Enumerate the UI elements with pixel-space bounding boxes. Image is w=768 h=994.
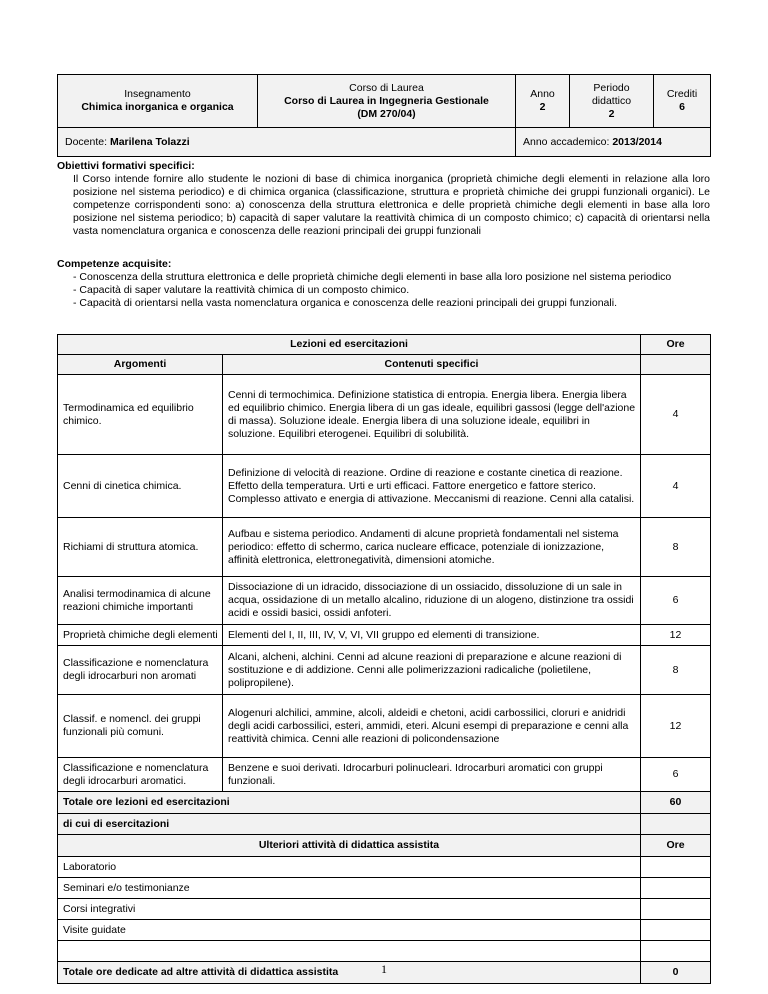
ulteriori-ore-cell: [641, 878, 711, 899]
col-argomenti-header: Argomenti: [58, 355, 223, 375]
ulteriori-ore-cell: [641, 899, 711, 920]
argomento-cell: Classif. e nomencl. dei gruppi funzionali più comuni.: [58, 695, 223, 758]
obiettivi-title: Obiettivi formativi specifici:: [57, 160, 195, 172]
competenze-item: - Capacità di orientarsi nella vasta nomenclatura organica e conoscenza delle reazioni principali dei gruppi funzionali.: [73, 297, 617, 309]
argomento-cell: Richiami di struttura atomica.: [58, 518, 223, 577]
ulteriori-item: Corsi integrativi: [58, 899, 641, 920]
table-row: [58, 577, 711, 625]
table-row: [58, 625, 711, 646]
corso-dm: (DM 270/04): [357, 107, 416, 120]
contenuti-cell: Cenni di termochimica. Definizione statistica di entropia. Energia libera. Energia libera ed equilibrio chimico. Energia libera di un gas ideale, equilibri gassosi (legge dell'azione di massa). Soluzione ideale. Energia libera di una soluzione ideale, equilibri in soluzione. Equilibri eterogenei. Equilibri di solubilità.: [223, 375, 641, 455]
list-item: [58, 920, 711, 941]
esercitazioni-label: di cui di esercitazioni: [58, 814, 641, 835]
ore-cell: 8: [641, 646, 711, 695]
insegnamento-label: Insegnamento: [124, 88, 191, 100]
argomento-cell: Cenni di cinetica chimica.: [58, 455, 223, 518]
totale-lezioni-value: 60: [641, 792, 711, 814]
docente-label: Docente:: [65, 135, 110, 148]
ore-cell: 6: [641, 758, 711, 792]
competenze-item: - Capacità di saper valutare la reattività chimica di un composto chimico.: [73, 284, 410, 296]
contenuti-cell: Alcani, alcheni, alchini. Cenni ad alcune reazioni di preparazione e alcune reazioni di sostituzione e di addizione. Cenni alle polimerizzazioni radicaliche (polietilene, polipropilene).: [223, 646, 641, 695]
course-header-table: [57, 74, 711, 157]
ore-cell: 4: [641, 375, 711, 455]
ulteriori-item: Seminari e/o testimonianze: [58, 878, 641, 899]
anno-value: 2: [539, 101, 546, 113]
lezioni-table: [57, 334, 711, 984]
table-row: [58, 646, 711, 695]
empty-cell: [58, 941, 641, 962]
argomento-cell: Classificazione e nomenclatura degli idrocarburi aromatici.: [58, 758, 223, 792]
list-item: [58, 899, 711, 920]
crediti-value: 6: [679, 101, 685, 113]
ulteriori-item: Laboratorio: [58, 857, 641, 878]
ore-cell: 6: [641, 577, 711, 625]
periodo-value: 2: [608, 107, 615, 120]
competenze-section: [57, 258, 710, 310]
anno-accademico-cell: [516, 128, 711, 157]
periodo-label-2: didattico: [591, 94, 632, 107]
anno-cell: [516, 75, 570, 128]
insegnamento-value: Chimica inorganica e organica: [81, 101, 234, 113]
obiettivi-text: Il Corso intende fornire allo studente le nozioni di base di chimica inorganica (proprietà chimiche degli elementi in relazione alla loro posizione nel sistema periodico) e di chimica organica (classificazione, struttura e proprietà chimiche dei gruppi funzionali organici). Le competenze corrispondenti sono: a) conoscenza della struttura elettronica e delle proprietà chimiche degli elementi in base alla loro posizione nel sistema periodico; b) capacità di saper valutare la reattività chimica di un composto chimico; c) capacità di orientarsi nella vasta nomenclatura organica e conoscenza delle reazioni principali dei gruppi funzionali: [73, 173, 710, 237]
ulteriori-ore-header: Ore: [641, 835, 711, 857]
docente-value: Marilena Tolazzi: [109, 135, 190, 148]
anno-label: Anno: [530, 88, 555, 100]
contenuti-cell: Dissociazione di un idracido, dissociazione di un ossiacido, dissoluzione di un sale in acqua, ossidazione di un metallo alcalino, riduzione di un alogeno, distinzione tra ossidi acidi e ossidi basici, ossidi anfoteri.: [223, 577, 641, 625]
list-item: [58, 878, 711, 899]
contenuti-cell: Aufbau e sistema periodico. Andamenti di alcune proprietà fondamentali nel sistema periodico: effetto di schermo, carica nucleare efficace, potenziale di ionizzazione, affinità elettronica, elettronegatività, dimensioni atomiche.: [223, 518, 641, 577]
obiettivi-section: [57, 160, 710, 238]
table-row: [58, 758, 711, 792]
corso-label: Corso di Laurea: [349, 81, 424, 94]
ore-cell: 12: [641, 625, 711, 646]
table-row: [58, 518, 711, 577]
col-contenuti-header: Contenuti specifici: [223, 355, 641, 375]
list-item: [58, 857, 711, 878]
contenuti-cell: Definizione di velocità di reazione. Ordine di reazione e costante cinetica di reazione. Effetto della temperatura. Urti e urti efficaci. Fattore energetico e fattore sterico. Complesso attivato e energia di attivazione. Meccanismi di reazione. Cenni alla catalisi.: [223, 455, 641, 518]
ulteriori-ore-cell: [641, 857, 711, 878]
header-empty-cell: [641, 355, 711, 375]
corso-value: Corso di Laurea in Ingegneria Gestionale: [284, 94, 489, 107]
contenuti-cell: Alogenuri alchilici, ammine, alcoli, aldeidi e chetoni, acidi carbossilici, cloruri e anidridi degli acidi carbossilici, esteri, ammidi, eteri. Alcuni esempi di preparazione e cenni alla reattività chimica. Cenni alle reazioni di policondensazione: [223, 695, 641, 758]
ore-cell: 12: [641, 695, 711, 758]
argomento-cell: Proprietà chimiche degli elementi: [58, 625, 223, 646]
competenze-title: Competenze acquisite:: [57, 258, 172, 270]
table-row: [58, 455, 711, 518]
periodo-label-1: Periodo: [593, 81, 630, 94]
empty-row: [58, 941, 711, 962]
lezioni-ore-header: Ore: [641, 335, 711, 355]
totale-altre-label: Totale ore dedicate ad altre attività di didattica assistita: [58, 962, 641, 984]
table-row: [58, 375, 711, 455]
crediti-label: Crediti: [666, 88, 698, 100]
contenuti-cell: Elementi del I, II, III, IV, V, VI, VII gruppo ed elementi di transizione.: [223, 625, 641, 646]
lezioni-title: Lezioni ed esercitazioni: [58, 335, 641, 355]
contenuti-cell: Benzene e suoi derivati. Idrocarburi polinucleari. Idrocarburi aromatici con gruppi funzionali.: [223, 758, 641, 792]
insegnamento-cell: [58, 75, 258, 128]
ulteriori-ore-cell: [641, 920, 711, 941]
ulteriori-title: Ulteriori attività di didattica assistita: [58, 835, 641, 857]
totale-lezioni-label: Totale ore lezioni ed esercitazioni: [58, 792, 641, 814]
ulteriori-item: Visite guidate: [58, 920, 641, 941]
competenze-item: - Conoscenza della struttura elettronica e delle proprietà chimiche degli elementi in base alla loro posizione nel sistema periodico: [73, 271, 672, 283]
argomento-cell: Termodinamica ed equilibrio chimico.: [58, 375, 223, 455]
anno-accademico-label: Anno accademico:: [523, 135, 613, 148]
argomento-cell: Analisi termodinamica di alcune reazioni chimiche importanti: [58, 577, 223, 625]
page-number: 1: [381, 962, 387, 976]
ore-cell: 8: [641, 518, 711, 577]
table-row: [58, 695, 711, 758]
crediti-cell: [654, 75, 711, 128]
totale-altre-value: 0: [641, 962, 711, 984]
ore-cell: 4: [641, 455, 711, 518]
periodo-cell: [570, 75, 654, 128]
esercitazioni-value-cell: [641, 814, 711, 835]
empty-cell: [641, 941, 711, 962]
corso-cell: [258, 75, 516, 128]
docente-cell: [58, 128, 516, 157]
argomento-cell: Classificazione e nomenclatura degli idrocarburi non aromati: [58, 646, 223, 695]
anno-accademico-value: 2013/2014: [612, 135, 662, 148]
